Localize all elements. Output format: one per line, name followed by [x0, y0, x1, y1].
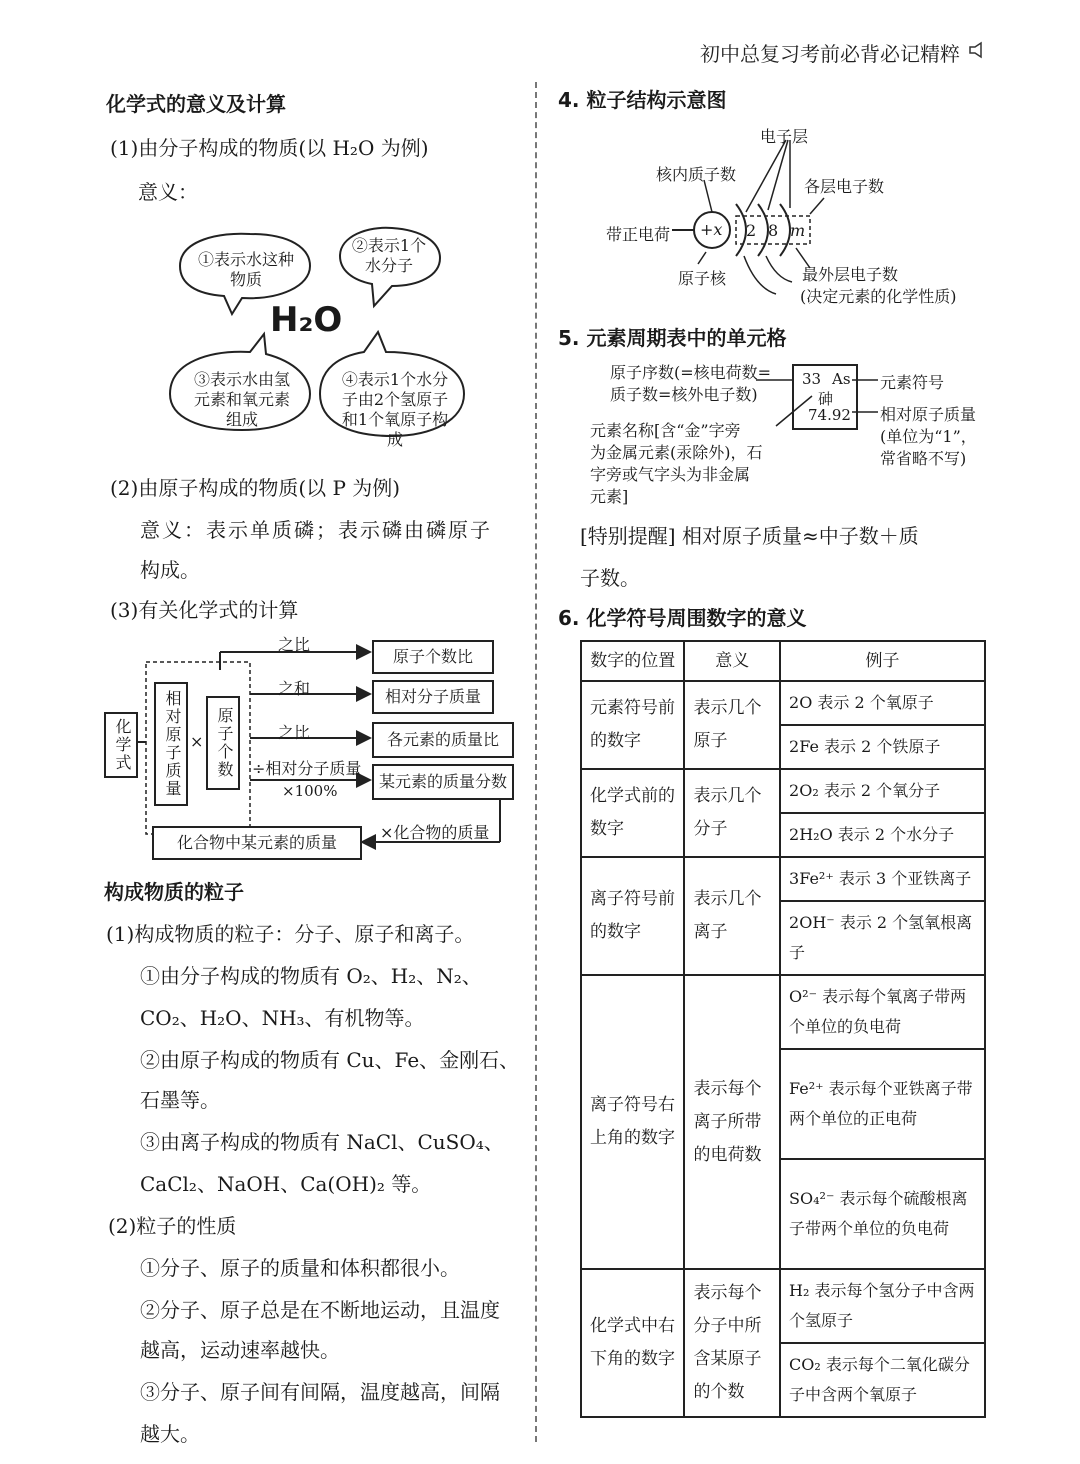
table-header-row: [581, 641, 985, 681]
table-cell-position: 离子符号前的数字: [581, 857, 684, 975]
particles-p2c: ③分子、原子间有间隔，温度越高，间隔: [140, 1380, 500, 1404]
calc-atomic-mass-box: 相对原子质量: [154, 682, 188, 806]
table-header-cell: 意义: [684, 641, 780, 681]
result-atom-ratio-box: 原子个数比: [372, 640, 494, 674]
electron-count-2: 8: [768, 221, 779, 240]
label-outer-note: (决定元素的化学性质): [800, 287, 957, 306]
table-cell-meaning: 表示几个分子: [684, 769, 780, 857]
table-row: [581, 769, 985, 813]
electron-count-1: 2: [746, 221, 757, 240]
table-row: [581, 681, 985, 725]
atomic-number-note-1: 原子序数(=核电荷数=: [610, 363, 772, 382]
particles-p1c: ③由离子构成的物质有 NaCl、CuSO₄、: [140, 1130, 504, 1154]
table-cell-meaning: 表示每个离子所带的电荷数: [684, 975, 780, 1269]
atomic-number-note-2: 质子数=核外电子数): [610, 385, 758, 404]
table-cell-example: 2Fe 表示 2 个铁原子: [780, 725, 985, 769]
table-header-cell: 例子: [780, 641, 985, 681]
special-tip-line2: 子数。: [580, 566, 640, 590]
calc-percent-label: ×100%: [282, 782, 338, 800]
special-tip-line1: [特别提醒] 相对原子质量≈中子数＋质: [580, 524, 919, 548]
table-header-cell: 数字的位置: [581, 641, 684, 681]
table-row: [581, 1269, 985, 1343]
bubble-1-text: ①表示水这种物质: [198, 250, 295, 289]
table-cell-example: O²⁻ 表示每个氧离子带两个单位的负电荷: [780, 975, 985, 1049]
atomic-meaning-line2: 构成。: [140, 558, 200, 582]
calc-formula-box: 化学式: [104, 712, 138, 778]
result-element-mass-box: 化合物中某元素的质量: [152, 826, 362, 860]
table-cell-position: 化学式前的数字: [581, 769, 684, 857]
table-cell-meaning: 表示几个原子: [684, 681, 780, 769]
label-atomic-mass-3: 常省略不写): [880, 449, 967, 468]
table-cell-position: 元素符号前的数字: [581, 681, 684, 769]
h2o-formula: H₂O: [270, 300, 343, 340]
table-cell-example: Fe²⁺ 表示每个亚铁离子带两个单位的正电荷: [780, 1049, 985, 1159]
section-title-periodic-cell: 5. 元素周期表中的单元格: [558, 326, 787, 350]
result-mass-fraction-box: 某元素的质量分数: [372, 764, 514, 800]
meaning-label: 意义：: [138, 180, 198, 204]
table-row: [581, 857, 985, 901]
speaker-icon: [968, 40, 988, 60]
label-nucleus: 原子核: [678, 269, 727, 288]
atomic-meaning-line1: 意义：表示单质磷；表示磷由磷原子: [140, 518, 492, 542]
table-cell-position: 离子符号右上角的数字: [581, 975, 684, 1269]
calc-sum-label: 之和: [278, 679, 311, 698]
calc-ratio-label: 之比: [278, 635, 311, 654]
table-cell-example: SO₄²⁻ 表示每个硫酸根离子带两个单位的负电荷: [780, 1159, 985, 1269]
particles-p1: (1)构成物质的粒子：分子、原子和离子。: [106, 922, 475, 946]
particles-p1b: ②由原子构成的物质有 Cu、Fe、金刚石、: [140, 1048, 520, 1072]
particles-p1c-cont: CaCl₂、NaOH、Ca(OH)₂ 等。: [140, 1172, 432, 1196]
column-divider: [535, 82, 537, 1442]
nucleus-charge: +x: [700, 220, 723, 239]
element-name-note-2: 为金属元素(汞除外)，石: [590, 443, 763, 462]
result-molecular-mass-box: 相对分子质量: [372, 680, 494, 714]
table-cell-example: 2OH⁻ 表示 2 个氢氧根离子: [780, 901, 985, 975]
cell-atomic-number: 33: [802, 370, 822, 388]
particles-p2: (2)粒子的性质: [108, 1214, 237, 1238]
table-row: [581, 975, 985, 1049]
symbol-numbers-table: [580, 640, 986, 1418]
particles-p2a: ①分子、原子的质量和体积都很小。: [140, 1256, 460, 1280]
electron-count-outer: m: [790, 221, 806, 240]
table-cell-example: 2H₂O 表示 2 个水分子: [780, 813, 985, 857]
calc-multiply-label: ×化合物的质量: [380, 823, 490, 842]
cell-element-name: 砷: [818, 390, 834, 408]
particles-p1a: ①由分子构成的物质有 O₂、H₂、N₂、: [140, 964, 482, 988]
table-cell-meaning: 表示每个分子中所含某原子的个数: [684, 1269, 780, 1417]
particles-p1a-cont: CO₂、H₂O、NH₃、有机物等。: [140, 1006, 425, 1030]
table-cell-example: 3Fe²⁺ 表示 3 个亚铁离子: [780, 857, 985, 901]
label-nucleus-protons: 核内质子数: [656, 165, 737, 184]
element-name-note-3: 字旁或气字头为非金属: [590, 465, 751, 484]
element-name-note-1: 元素名称[含“金”字旁: [590, 421, 741, 440]
bubble-4-text: ④表示1个水分子由2个氢原子和1个氧原子构成: [341, 370, 449, 449]
periodic-table-cell: [792, 364, 858, 430]
sub-heading-molecular: (1)由分子构成的物质(以 H₂O 为例): [110, 136, 429, 160]
section-title-particles: 构成物质的粒子: [104, 880, 244, 904]
cell-element-symbol: As: [832, 370, 851, 388]
label-atomic-mass-2: (单位为“1”，: [880, 427, 977, 446]
section-title-structure: 4. 粒子结构示意图: [558, 88, 727, 112]
particles-p1b-cont: 石墨等。: [140, 1088, 220, 1112]
particles-p2c-cont: 越大。: [140, 1422, 200, 1446]
label-atomic-mass-1: 相对原子质量: [880, 405, 977, 424]
cell-atomic-mass: 74.92: [808, 406, 851, 424]
calc-times-sign: ×: [190, 732, 204, 751]
table-cell-example: 2O 表示 2 个氧原子: [780, 681, 985, 725]
sub-heading-calc: (3)有关化学式的计算: [110, 598, 299, 622]
label-positive-charge: 带正电荷: [606, 225, 671, 244]
label-layer-electrons: 各层电子数: [804, 177, 885, 196]
calc-atom-count-box: 原子个数: [206, 696, 240, 790]
section-title-formula: 化学式的意义及计算: [106, 92, 286, 116]
label-element-symbol: 元素符号: [880, 373, 945, 392]
calc-ratio2-label: 之比: [278, 723, 311, 742]
table-cell-position: 化学式中右下角的数字: [581, 1269, 684, 1417]
particles-p2b-cont: 越高，运动速率越快。: [140, 1338, 340, 1362]
table-cell-example: 2O₂ 表示 2 个氧分子: [780, 769, 985, 813]
table-cell-example: CO₂ 表示每个二氧化碳分子中含两个氧原子: [780, 1343, 985, 1417]
calc-divide-label: ÷相对分子质量: [252, 759, 362, 778]
label-outer-electrons: 最外层电子数: [802, 265, 899, 284]
table-cell-meaning: 表示几个离子: [684, 857, 780, 975]
bubble-2-text: ②表示1个水分子: [351, 236, 427, 275]
label-electron-layer: 电子层: [760, 127, 809, 146]
table-cell-example: H₂ 表示每个氢分子中含两个氢原子: [780, 1269, 985, 1343]
page-header-title: 初中总复习考前必背必记精粹: [700, 42, 960, 66]
element-name-note-4: 元素]: [590, 487, 629, 506]
section-title-symbol-numbers: 6. 化学符号周围数字的意义: [558, 606, 807, 630]
result-mass-ratio-box: 各元素的质量比: [372, 722, 514, 758]
sub-heading-atomic: (2)由原子构成的物质(以 P 为例): [110, 476, 401, 500]
particles-p2b: ②分子、原子总是在不断地运动，且温度: [140, 1298, 500, 1322]
bubble-3-text: ③表示水由氢元素和氧元素组成: [193, 370, 290, 429]
